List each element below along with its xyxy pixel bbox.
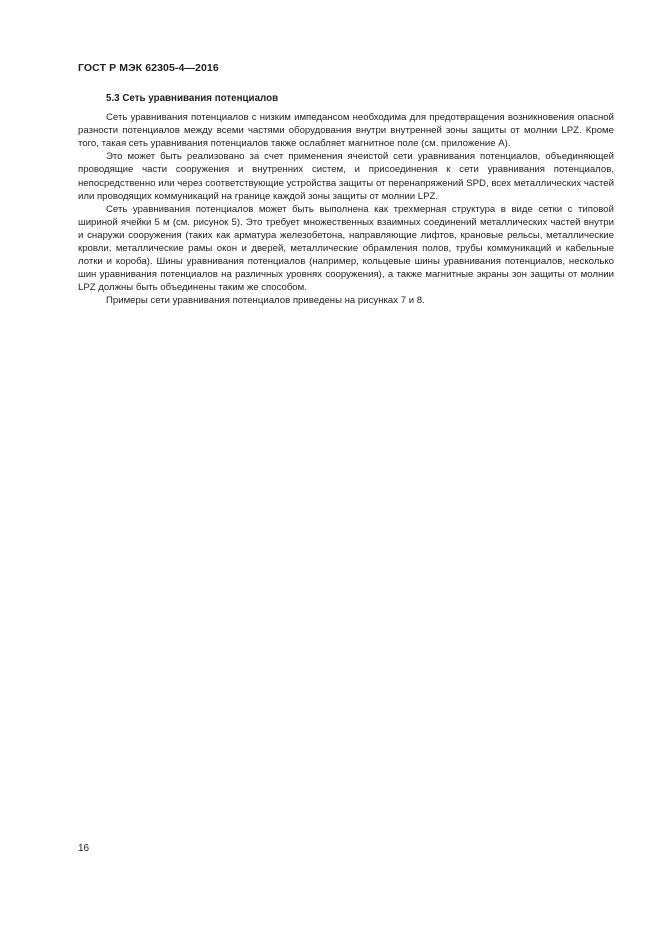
paragraph: Сеть уравнивания потенциалов может быть выполнена как трехмерная структура в виде сетки с типовой шириной ячейки 5 м (см. рисунок 5). Это требует множественных взаимных соединений металлических частей внутри и снаружи сооружения (таких как арматура железобетона, направляющие лифтов, крановые рельсы, металлические кровли, металлические рамы окон и дверей, металлические обрамления полов, трубы коммуникаций и кабельные лотки и короба). Шины уравнивания потенциалов (например, кольцевые шины уравнивания потенциалов, несколько шин уравнивания потенциалов на различных уровнях сооружения), а также магнитные экраны зон защиты от молнии LPZ должны быть объединены таким же способом. <box>78 203 614 294</box>
page-number: 16 <box>78 843 90 854</box>
paragraph: Сеть уравнивания потенциалов с низким импедансом необходима для предотвращения возникновения опасной разности потенциалов между всеми частями оборудования внутри внутренней зоны защиты от молнии LPZ. Кроме того, такая сеть уравнивания потенциалов также ослабляет магнитное поле (см. приложение А). <box>78 112 614 150</box>
section-title: 5.3 Сеть уравнивания потенциалов <box>106 93 279 104</box>
document-body <box>78 92 614 308</box>
paragraph: Это может быть реализовано за счет применения ячеистой сети уравнивания потенциалов, объединяющей проводящие части сооружения и внутренних систем, и присоединения к сети уравнивания потенциалов, непосредственно или через соответствующие устройства защиты от перенапряжений SPD, всех металлических частей или проводящих коммуникаций на границе каждой зоны защиты от молнии LPZ. <box>78 151 614 202</box>
document-header: ГОСТ Р МЭК 62305-4—2016 <box>78 62 219 74</box>
paragraph: Примеры сети уравнивания потенциалов приведены на рисунках 7 и 8. <box>106 295 425 307</box>
